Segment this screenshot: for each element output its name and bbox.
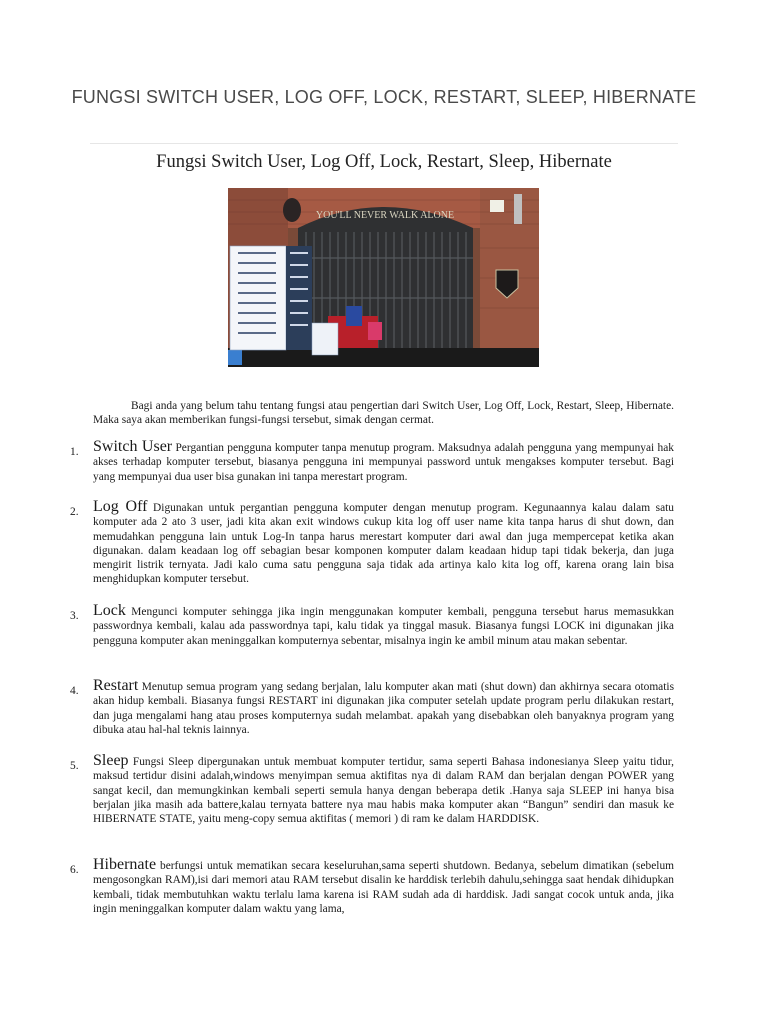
- item-text: [93, 440, 674, 484]
- item-number: 4.: [70, 685, 79, 697]
- page-title: FUNGSI SWITCH USER, LOG OFF, LOCK, RESTART, SLEEP, HIBERNATE: [71, 87, 697, 107]
- article-subtitle: Fungsi Switch User, Log Off, Lock, Restart, Sleep, Hibernate: [156, 152, 612, 172]
- item-description: Mengunci komputer sehingga jika ingin menggunakan komputer kembali, pengguna tersebut harus memasukkan passwordnya kembali, kalau ada passwordnya tapi, kalu tidak ya tinggal masuk. Biasanya fungsi LOCK ini digunakan jika pengguna komputer akan meninggalkan komputernya sebentar, misalnya ingin ke ambil minum atau makan sebentar.: [93, 606, 674, 647]
- gate-sign-text: YOU'LL NEVER WALK ALONE: [315, 210, 455, 221]
- item-term: Restart: [93, 677, 139, 694]
- item-term: Lock: [93, 602, 126, 619]
- item-text: [93, 604, 674, 648]
- item-number: 2.: [70, 506, 79, 518]
- screenshot-image: [228, 188, 539, 367]
- divider: [90, 143, 678, 144]
- item-number: 6.: [70, 864, 79, 876]
- item-text: [93, 754, 674, 826]
- item-term: Sleep: [93, 752, 129, 769]
- item-description: Fungsi Sleep dipergunakan untuk membuat komputer tertidur, sama seperti Bahasa indonesianya Sleep yaitu tidur, maksud tertidur disini adalah,windows menyimpan semua aktifitas nya di dalam RAM dan berjalan dengan POWER yang sangat kecil, dan memungkinkan kembali seperti semula hanya dengan beberapa detik .Hanya saja SLEEP ini hanya bisa berjalan jika masih ada battere,kalau ternyata battere nya mau habis maka komputer akan “Bangun” sendiri dan masuk ke HIBERNATE STATE, yaitu meng-copy semua aktifitas ( memori ) di ram ke dalam HARDDISK.: [93, 756, 674, 826]
- item-description: Digunakan untuk pergantian pengguna komputer dengan menutup program. Kegunaannya kalau dalam satu komputer ada 2 ato 3 user, jadi kita akan exit windows cukup kita log off user name kita tanpa harus di shut down, dan memudahkan pengguna lain untuk Log-In tanpa harus merestart komputer dari awal dan juga mempercepat ketika akan digunakan. dalam keadaan log off sebagian besar komponen komputer dalam keadaan hidup tapi tidak bekerja, dan juga mengirit listrik ternyata. Jadi kalo cuma satu pengguna saja tidak ada artinya kalo kita log off, karena orang lain bisa menghidupkan komputer tersebut.: [93, 502, 674, 586]
- item-description: Pergantian pengguna komputer tanpa menutup program. Maksudnya adalah pengguna yang mempunyai hak akses terhadap komputer tersebut, biasanya pengguna ini mempunyai password untuk mengakses komputer tersebut. Bagi yang mempunyai dua user bisa gunakan ini tanpa merestart program.: [93, 442, 674, 483]
- item-term: Switch User: [93, 438, 173, 455]
- intro-paragraph: Bagi anda yang belum tahu tentang fungsi atau pengertian dari Switch User, Log Off, Lock, Restart, Sleep, Hibernate. Maka saya akan memberikan fungsi-fungsi tersebut, simak dengan cermat.: [93, 400, 674, 426]
- item-term: Log Off: [93, 498, 148, 515]
- item-text: [93, 858, 674, 916]
- item-term: Hibernate: [93, 856, 157, 873]
- item-number: 1.: [70, 446, 79, 458]
- item-text: [93, 679, 674, 737]
- item-number: 5.: [70, 760, 79, 772]
- item-text: [93, 500, 674, 587]
- item-number: 3.: [70, 610, 79, 622]
- item-description: berfungsi untuk mematikan secara keseluruhan,sama seperti shutdown. Bedanya, sebelum dimatikan (sebelum mengosongkan RAM),isi dari memori atau RAM tersebut disalin ke harddisk terlebih dahulu,sehingga saat hendak dihidupkan kembali, tidak membutuhkan waktu terlalu lama karena isi RAM sudah ada di harddisk. Jadi sangat cocok untuk anda, jika ingin meninggalkan komputer dalam waktu yang lama,: [93, 860, 674, 915]
- item-description: Menutup semua program yang sedang berjalan, lalu komputer akan mati (shut down) dan akhirnya secara otomatis akan hidup kembali. Biasanya fungsi RESTART ini digunakan jika computer setelah update program perlu dilakukan restart, dan juga mengalami hang atau proses komputernya sudah melambat. apakah yang disebabkan oleh banyaknya program yang dibuka atau hal-hal teknis lainnya.: [93, 681, 674, 736]
